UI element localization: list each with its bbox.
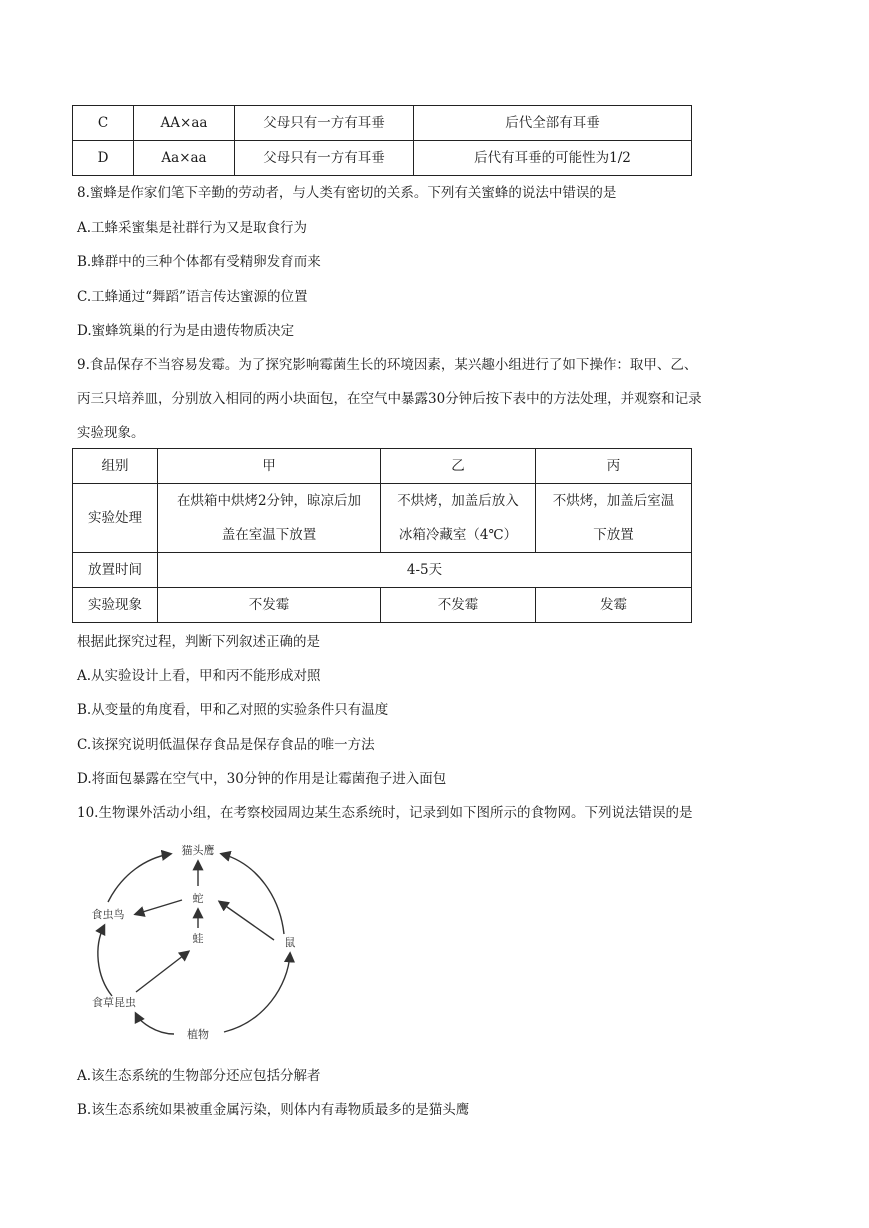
arc-insect-to-bird <box>98 926 112 996</box>
table-cell: AA×aa <box>134 106 235 141</box>
bird-label: 食虫鸟 <box>91 908 125 921</box>
table-row <box>73 553 692 588</box>
table-row <box>73 484 692 553</box>
table-cell: 父母只有一方有耳垂 <box>235 141 414 176</box>
arc-plant-to-mouse <box>224 954 290 1032</box>
table-cell: C <box>73 106 134 141</box>
table-cell <box>381 484 536 553</box>
table-cell: 父母只有一方有耳垂 <box>235 106 414 141</box>
table-cell: D <box>73 141 134 176</box>
q8-option-a: A.工蜂采蜜集是社群行为又是取食行为 <box>77 220 308 236</box>
cell-line: 在烘箱中烘烤2分钟，晾凉后加 <box>176 493 362 509</box>
table-cell: 4-5天 <box>158 553 692 588</box>
experiment-table <box>72 448 692 623</box>
arrow-mouse-to-snake <box>220 902 274 940</box>
table-cell: 后代全部有耳垂 <box>414 106 692 141</box>
q9-followup: 根据此探究过程，判断下列叙述正确的是 <box>77 634 320 650</box>
q9-stem-line2: 丙三只培养皿，分别放入相同的两小块面包，在空气中暴露30分钟后按下表中的方法处理，并观察和记录 <box>77 391 702 407</box>
q8-option-b: B.蜂群中的三种个体都有受精卵发育而来 <box>77 254 321 270</box>
table-header-cell: 乙 <box>381 449 536 484</box>
table-header-cell: 丙 <box>536 449 692 484</box>
genetics-table <box>72 105 692 176</box>
owl-label: 猫头鹰 <box>181 844 215 857</box>
q8-option-d: D.蜜蜂筑巢的行为是由遗传物质决定 <box>77 323 295 339</box>
arc-plant-to-insect <box>136 1014 174 1034</box>
q9-stem-line3: 实验现象。 <box>77 425 145 441</box>
q9-stem-line1: 9.食品保存不当容易发霉。为了探究影响霉菌生长的环境因素，某兴趣小组进行了如下操作：取甲、乙、 <box>77 357 698 373</box>
table-cell: 实验现象 <box>73 588 158 623</box>
table-cell: 实验处理 <box>73 484 158 553</box>
snake-label: 蛇 <box>192 892 204 905</box>
food-web-diagram <box>74 836 314 1046</box>
insect-label: 食草昆虫 <box>92 996 136 1009</box>
q8-option-c: C.工蜂通过“舞蹈”语言传达蜜源的位置 <box>77 289 308 305</box>
q8-stem: 8.蜜蜂是作家们笔下辛勤的劳动者，与人类有密切的关系。下列有关蜜蜂的说法中错误的是 <box>77 185 617 201</box>
table-header-cell: 甲 <box>158 449 381 484</box>
frog-label: 蛙 <box>192 932 204 945</box>
q10-option-b: B.该生态系统如果被重金属污染，则体内有毒物质最多的是猫头鹰 <box>77 1102 470 1118</box>
cell-line: 冰箱冷藏室（4℃） <box>398 527 518 543</box>
q10-stem: 10.生物课外活动小组，在考察校园周边某生态系统时，记录到如下图所示的食物网。下列说法错误的是 <box>77 805 693 821</box>
table-row <box>73 588 692 623</box>
table-row <box>73 106 692 141</box>
arrow-insect-to-frog <box>136 952 188 992</box>
table-cell: 放置时间 <box>73 553 158 588</box>
table-cell <box>536 484 692 553</box>
q9-option-b: B.从变量的角度看，甲和乙对照的实验条件只有温度 <box>77 702 389 718</box>
table-cell <box>158 484 381 553</box>
q9-option-a: A.从实验设计上看，甲和丙不能形成对照 <box>77 668 321 684</box>
q10-option-a: A.该生态系统的生物部分还应包括分解者 <box>77 1068 321 1084</box>
table-cell: 发霉 <box>536 588 692 623</box>
cell-line: 不烘烤，加盖后室温 <box>552 493 675 509</box>
table-row <box>73 141 692 176</box>
table-cell: Aa×aa <box>134 141 235 176</box>
table-cell: 不发霉 <box>381 588 536 623</box>
table-cell: 不发霉 <box>158 588 381 623</box>
arc-bird-to-owl <box>108 854 170 902</box>
cell-line: 盖在室温下放置 <box>221 527 317 543</box>
arc-mouse-to-owl <box>222 854 284 934</box>
arrow-snake-to-bird <box>136 900 182 914</box>
table-row <box>73 449 692 484</box>
table-cell: 后代有耳垂的可能性为1/2 <box>414 141 692 176</box>
table-header-cell: 组别 <box>73 449 158 484</box>
mouse-label: 鼠 <box>284 936 296 949</box>
q9-option-c: C.该探究说明低温保存食品是保存食品的唯一方法 <box>77 737 375 753</box>
cell-line: 不烘烤，加盖后放入 <box>397 493 519 509</box>
cell-line: 下放置 <box>593 527 634 543</box>
q9-option-d: D.将面包暴露在空气中，30分钟的作用是让霉菌孢子进入面包 <box>77 771 447 787</box>
plant-label: 植物 <box>187 1028 209 1041</box>
